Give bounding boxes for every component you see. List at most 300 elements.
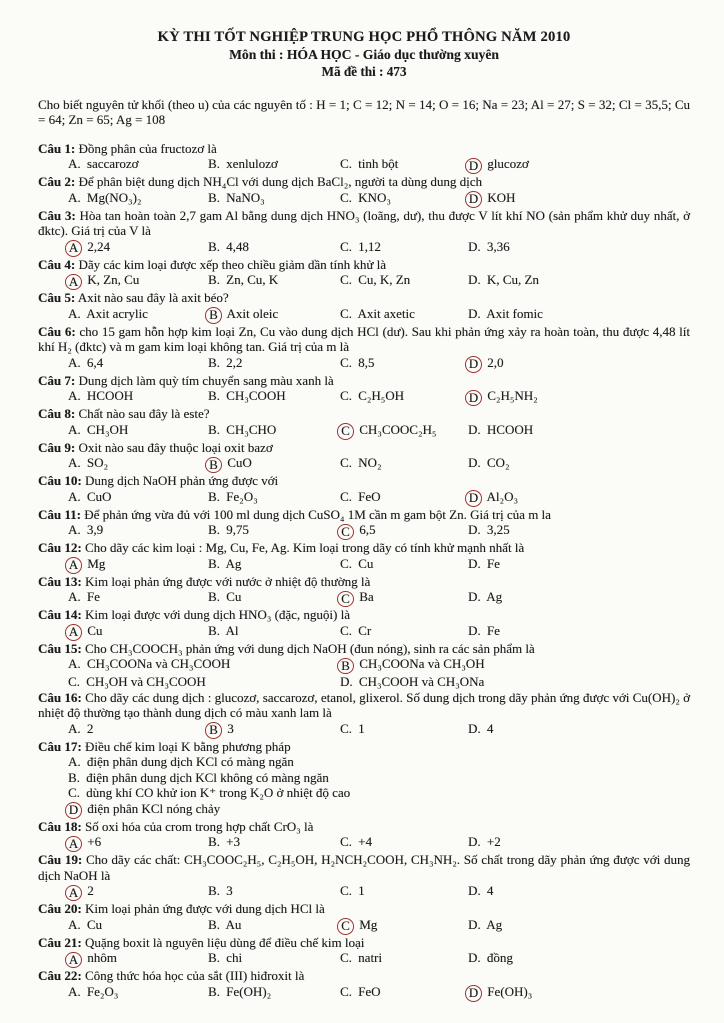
option-D	[68, 801, 690, 819]
option-letter: B .	[208, 589, 220, 604]
option-letter: B .	[208, 917, 220, 932]
question-stem	[38, 607, 690, 623]
option-row	[68, 556, 690, 574]
option-text: 4,48	[226, 238, 249, 254]
question-stem	[38, 935, 690, 951]
question-text: Kim loại phản ứng được với nước ở nhiệt độ thường là	[84, 573, 371, 589]
option-text: C₂H₅NH₂	[487, 388, 538, 403]
option-letter: C .	[340, 272, 352, 287]
option-text: điện phân dung dịch KCl không có màng ngăn	[86, 769, 329, 785]
option-B	[208, 883, 340, 901]
option-C	[340, 950, 468, 968]
option-D	[468, 623, 690, 641]
question	[38, 373, 690, 407]
option-row	[68, 239, 690, 257]
option-text: 1,12	[358, 238, 381, 254]
option-B	[208, 834, 340, 852]
question-stem	[38, 141, 690, 157]
option-text: 1	[358, 720, 365, 736]
question	[38, 819, 690, 853]
option-B	[208, 984, 340, 1002]
option-letter: D .	[468, 556, 481, 571]
option-C	[340, 984, 468, 1002]
option-B	[208, 388, 340, 406]
option-text: +3	[226, 834, 241, 849]
option-letter: A .	[68, 984, 81, 999]
option-letter: A .	[68, 489, 81, 504]
option-text: 8,5	[358, 354, 375, 370]
option-A	[68, 721, 208, 739]
option-C	[340, 589, 468, 607]
option-letter: D .	[468, 272, 481, 287]
question	[38, 739, 690, 819]
option-text: Fe	[86, 589, 100, 604]
option-letter: A .	[68, 589, 81, 604]
option-text: Al	[225, 622, 239, 638]
option-A	[68, 984, 208, 1002]
option-text: CO₂	[486, 455, 510, 470]
option-D	[468, 556, 690, 574]
option-letter: B .	[208, 355, 220, 370]
option-A	[68, 422, 208, 440]
option-A	[68, 156, 208, 174]
option-letter: C .	[340, 355, 352, 370]
option-C	[340, 623, 468, 641]
answer-circle-mark: A	[65, 274, 82, 291]
option-letter: C .	[340, 239, 352, 254]
question-text: Cho dãy các chất: CH₃COOC₂H₅, C₂H₅OH, H₂NCH₂COOH, CH₃NH₂. Số chất trong dãy phản ứng được với dung dịch NaOH là	[38, 852, 690, 883]
option-C	[340, 721, 468, 739]
option-A	[68, 917, 208, 935]
option-row	[68, 623, 690, 641]
option-A	[68, 950, 208, 968]
question-number-label: Câu 1:	[38, 140, 76, 156]
option-letter: C .	[340, 455, 352, 470]
question-text: Dung dịch NaOH phản ứng được với	[84, 473, 279, 488]
option-text: 6,4	[86, 354, 104, 370]
option-row	[68, 489, 690, 507]
atomic-mass-note: Cho biết nguyên tử khối (theo u) của các nguyên tố : H = 1; C = 12; N = 14; O = 16; Na = 23; Al = 27; S = 32; Cl = 35,5; Cu = 64; Zn = 65; Ag = 108	[38, 96, 690, 127]
question-number-label: Câu 14:	[38, 607, 82, 622]
question-stem	[38, 968, 690, 984]
option-text: NaNO₃	[226, 189, 265, 205]
option-text: SO₂	[86, 455, 109, 470]
answer-circle-mark: D	[465, 490, 482, 507]
option-row	[68, 834, 690, 852]
option-text: CuO	[227, 455, 252, 470]
question-text: Kim loại phản ứng được với dung dịch HCl là	[84, 901, 325, 916]
question-number-label: Câu 16:	[38, 689, 82, 705]
exam-header	[38, 30, 690, 80]
question-number-label: Câu 3:	[38, 207, 76, 223]
option-letter: C .	[340, 190, 352, 205]
option-letter: D .	[468, 883, 481, 898]
question-number-label: Câu 9:	[38, 439, 76, 455]
option-D	[468, 388, 690, 406]
option-row	[68, 306, 690, 324]
option-A	[68, 239, 208, 257]
option-text: xenlulozơ	[226, 156, 278, 171]
option-A	[68, 623, 208, 641]
question-stem	[38, 852, 690, 883]
option-text: Cu	[358, 555, 374, 571]
answer-circle-mark: A	[65, 240, 82, 257]
option-text: Cu	[87, 622, 103, 638]
question-number-label: Câu 12:	[38, 540, 82, 555]
option-C	[340, 388, 468, 406]
option-letter: C .	[340, 883, 352, 898]
option-C	[340, 190, 468, 208]
question	[38, 208, 690, 257]
option-D	[468, 422, 690, 440]
option-text: K, Cu, Zn	[486, 272, 539, 287]
option-A	[68, 754, 690, 770]
option-B	[208, 489, 340, 507]
option-B	[208, 422, 340, 440]
option-A	[68, 455, 208, 473]
option-text: CH₃OH	[86, 421, 129, 437]
exam-code: Mã đề thi : 473	[321, 64, 407, 79]
option-text: Ag	[225, 555, 242, 571]
option-row	[68, 455, 690, 473]
question	[38, 290, 690, 324]
question	[38, 968, 690, 1002]
option-A	[68, 589, 208, 607]
option-row	[68, 190, 690, 208]
question	[38, 440, 690, 474]
option-letter: A .	[68, 422, 81, 437]
question-text: Cho dãy các kim loại : Mg, Cu, Fe, Ag. Kim loại trong dãy có tính khử mạnh nhất là	[84, 540, 525, 555]
question	[38, 540, 690, 574]
option-text: Fe₂O₃	[86, 983, 119, 999]
option-B	[208, 950, 340, 968]
option-text: Ba	[359, 589, 374, 604]
option-letter: C .	[340, 950, 352, 965]
option-D	[468, 721, 690, 739]
answer-circle-mark: C	[337, 423, 354, 440]
question-number-label: Câu 8:	[38, 406, 76, 421]
option-letter: B .	[208, 422, 220, 437]
option-letter: B .	[208, 522, 220, 537]
answer-circle-mark: D	[465, 158, 482, 175]
option-text: 3	[227, 720, 234, 736]
option-row	[68, 754, 690, 819]
option-letter: C .	[340, 984, 352, 999]
question-text: Để phản ứng vừa đủ với 100 ml dung dịch CuSO₄ 1M cần m gam bột Zn. Giá trị của m la	[84, 506, 551, 522]
option-D	[468, 950, 690, 968]
question-stem	[38, 690, 690, 721]
option-text: 3,36	[486, 238, 510, 254]
option-D	[468, 156, 690, 174]
option-D	[468, 272, 690, 290]
option-letter: B .	[208, 950, 220, 965]
option-C	[340, 489, 468, 507]
question-text: Oxit nào sau đây thuộc loại oxit bazơ	[78, 439, 273, 455]
question-stem	[38, 324, 690, 355]
option-text: Mg	[359, 916, 378, 932]
question-text: Dung dịch làm quỳ tím chuyển sang màu xanh là	[78, 372, 334, 388]
option-D	[468, 834, 690, 852]
option-text: Axit axetic	[357, 305, 415, 321]
exam-subject: Môn thi : HÓA HỌC - Giáo dục thường xuyên	[229, 46, 499, 62]
option-row	[68, 422, 690, 440]
question-number-label: Câu 18:	[38, 818, 82, 834]
option-B	[208, 272, 340, 290]
option-D	[468, 522, 690, 540]
answer-circle-mark: C	[337, 591, 354, 608]
option-text: CH₃OH và CH₃COOH	[86, 674, 206, 689]
question-stem	[38, 373, 690, 389]
answer-circle-mark: C	[337, 524, 354, 541]
option-letter: C .	[68, 674, 80, 689]
option-text: tinh bột	[358, 156, 399, 171]
question	[38, 852, 690, 901]
question	[38, 690, 690, 739]
question-number-label: Câu 2:	[38, 174, 76, 189]
option-letter: C .	[340, 721, 352, 736]
option-C	[68, 785, 690, 801]
option-D	[468, 984, 690, 1002]
option-letter: A .	[68, 190, 81, 205]
option-C	[340, 239, 468, 257]
question	[38, 607, 690, 641]
answer-circle-mark: D	[465, 985, 482, 1002]
option-row	[68, 589, 690, 607]
option-letter: D .	[468, 950, 481, 965]
option-text: Axit acrylic	[86, 305, 148, 321]
option-A	[68, 306, 208, 324]
option-B	[208, 239, 340, 257]
option-A	[68, 388, 208, 406]
option-text: C₂H₅OH	[358, 388, 405, 403]
option-A	[68, 272, 208, 290]
option-letter: B .	[208, 883, 220, 898]
question-text: Công thức hóa học của sắt (III) hiđroxit là	[84, 968, 305, 983]
option-text: Axit oleic	[226, 305, 279, 321]
answer-circle-mark: B	[205, 457, 222, 474]
answer-circle-mark: D	[465, 191, 482, 208]
question	[38, 141, 690, 175]
option-row	[68, 272, 690, 290]
question-stem	[38, 507, 690, 523]
question-number-label: Câu 20:	[38, 901, 82, 916]
option-letter: A .	[68, 388, 81, 403]
question-text: Số oxi hóa của crom trong hợp chất CrO₃ là	[84, 818, 314, 834]
option-A	[68, 834, 208, 852]
option-B	[68, 770, 690, 786]
question-number-label: Câu 15:	[38, 640, 82, 656]
question	[38, 406, 690, 440]
question-number-label: Câu 11:	[38, 506, 81, 522]
option-letter: A .	[68, 455, 81, 470]
option-letter: B .	[208, 388, 220, 403]
option-text: CH₃COOC₂H₅	[359, 421, 437, 437]
option-text: HCOOH	[486, 421, 534, 437]
option-text: Fe(OH)₂	[226, 983, 272, 999]
option-text: CuO	[86, 488, 112, 504]
option-text: 4	[486, 883, 494, 898]
option-text: chi	[226, 950, 243, 965]
option-letter: B .	[208, 834, 220, 849]
option-letter: D .	[468, 589, 481, 604]
option-letter: C .	[340, 834, 352, 849]
answer-circle-mark: B	[205, 307, 222, 324]
option-C	[68, 674, 340, 690]
option-C	[340, 156, 468, 174]
question-text: Dãy các kim loại được xếp theo chiều giảm dần tính khử là	[78, 256, 387, 272]
question-stem	[38, 641, 690, 657]
option-text: Mg(NO₃)₂	[86, 189, 142, 205]
option-letter: C .	[340, 489, 352, 504]
option-text: Cr	[358, 622, 372, 638]
answer-circle-mark: D	[465, 390, 482, 407]
option-text: NO₂	[358, 455, 382, 470]
option-letter: D .	[340, 674, 353, 689]
question	[38, 901, 690, 935]
question-number-label: Câu 7:	[38, 372, 76, 388]
option-text: Fe₂O₃	[226, 488, 258, 504]
option-A	[68, 489, 208, 507]
option-B	[208, 721, 340, 739]
option-row	[68, 355, 690, 373]
option-text: điện phân dung dịch KCl có màng ngăn	[86, 754, 294, 769]
question-text: Để phân biệt dung dịch NH₄Cl với dung dịch BaCl₂, người ta dùng dung dịch	[78, 174, 483, 189]
option-A	[68, 355, 208, 373]
question	[38, 324, 690, 373]
question-number-label: Câu 22:	[38, 968, 82, 983]
option-C	[340, 917, 468, 935]
question-stem	[38, 257, 690, 273]
option-text: Cu	[86, 916, 103, 932]
answer-circle-mark: D	[465, 356, 482, 373]
option-C	[340, 834, 468, 852]
option-text: CH₃COOH và CH₃ONa	[358, 674, 485, 689]
option-letter: D .	[468, 239, 481, 254]
answer-circle-mark: A	[65, 885, 82, 902]
option-B	[208, 556, 340, 574]
option-D	[468, 883, 690, 901]
option-letter: B .	[208, 156, 220, 171]
option-text: CH₃COONa và CH₃OH	[359, 656, 485, 671]
question-stem	[38, 473, 690, 489]
question-text: Cho dãy các dung dịch : glucozơ, saccarozơ, etanol, glixerol. Số dung dịch trong dãy phản ứng được với Cu(OH)₂ ở nhiệt độ thường tạo thành dung dịch có màu xanh lam là	[38, 689, 690, 720]
option-text: đồng	[486, 950, 513, 965]
option-B	[208, 522, 340, 540]
question	[38, 574, 690, 608]
option-C	[340, 522, 468, 540]
option-C	[340, 455, 468, 473]
option-D	[340, 674, 690, 690]
question	[38, 473, 690, 507]
question-number-label: Câu 5:	[38, 290, 76, 305]
question-text: Hòa tan hoàn toàn 2,7 gam Al bằng dung dịch HNO₃ (loãng, dư), thu được V lít khí NO (sản phẩm khử duy nhất, ở đktc). Giá trị của V là	[38, 207, 691, 238]
option-letter: A .	[68, 156, 81, 171]
option-text: glucozơ	[487, 156, 529, 171]
option-text: 3,25	[486, 522, 510, 537]
option-text: Al₂O₃	[486, 488, 518, 504]
answer-circle-mark: A	[65, 557, 82, 574]
option-letter: A .	[68, 917, 81, 932]
option-text: +2	[486, 834, 501, 849]
answer-circle-mark: A	[65, 624, 82, 641]
option-text: Au	[225, 916, 242, 932]
option-letter: B .	[208, 623, 220, 638]
option-text: 3	[226, 883, 233, 898]
option-text: FeO	[358, 983, 381, 999]
answer-circle-mark: B	[337, 658, 354, 675]
option-D	[468, 239, 690, 257]
option-C	[340, 272, 468, 290]
option-letter: B .	[208, 190, 220, 205]
answer-circle-mark: A	[65, 952, 82, 969]
option-text: 2	[87, 883, 94, 898]
option-C	[340, 556, 468, 574]
option-letter: C .	[340, 156, 352, 171]
option-row	[68, 721, 690, 739]
option-text: natri	[358, 950, 382, 965]
option-letter: B .	[208, 272, 220, 287]
option-text: 4	[486, 720, 494, 736]
question-stem	[38, 574, 690, 590]
option-A	[68, 656, 340, 674]
option-text: saccarozơ	[86, 156, 139, 171]
answer-circle-mark: A	[65, 836, 82, 853]
option-B	[208, 156, 340, 174]
option-letter: A .	[68, 355, 81, 370]
option-B	[208, 190, 340, 208]
option-D	[468, 917, 690, 935]
option-D	[468, 489, 690, 507]
option-letter: B .	[208, 239, 220, 254]
option-D	[468, 306, 690, 324]
option-text: Mg	[87, 555, 106, 571]
question-stem	[38, 739, 690, 755]
option-text: Axit fomic	[486, 305, 543, 321]
option-C	[340, 306, 468, 324]
option-text: 3,9	[86, 522, 104, 537]
option-D	[468, 190, 690, 208]
option-text: CH₃COONa và CH₃COOH	[86, 656, 231, 671]
option-row	[68, 156, 690, 174]
question-number-label: Câu 19:	[38, 852, 83, 867]
question	[38, 257, 690, 291]
option-B	[208, 306, 340, 324]
option-B	[208, 917, 340, 935]
option-row	[68, 917, 690, 935]
option-text: CH₃CHO	[226, 421, 277, 437]
question-number-label: Câu 17:	[38, 738, 82, 754]
question-number-label: Câu 13:	[38, 573, 82, 589]
option-letter: B .	[208, 489, 220, 504]
option-text: K, Zn, Cu	[87, 272, 140, 287]
question-text: Cho CH₃COOCH₃ phản ứng với dung dịch NaOH (đun nóng), sinh ra các sản phẩm là	[84, 640, 535, 656]
question-stem	[38, 406, 690, 422]
option-letter: B .	[208, 984, 220, 999]
option-C	[340, 883, 468, 901]
option-row	[68, 984, 690, 1002]
option-text: 2,2	[226, 354, 243, 370]
question-text: Axit nào sau đây là axit béo?	[77, 290, 229, 305]
option-text: Fe	[486, 555, 500, 571]
option-row	[68, 388, 690, 406]
option-text: HCOOH	[86, 388, 134, 403]
option-row	[68, 656, 690, 690]
question-number-label: Câu 6:	[38, 323, 76, 339]
option-text: nhôm	[87, 950, 117, 965]
question	[38, 935, 690, 969]
option-text: dùng khí CO khử ion K⁺ trong K₂O ở nhiệt độ cao	[86, 785, 351, 800]
option-letter: A .	[68, 721, 81, 736]
